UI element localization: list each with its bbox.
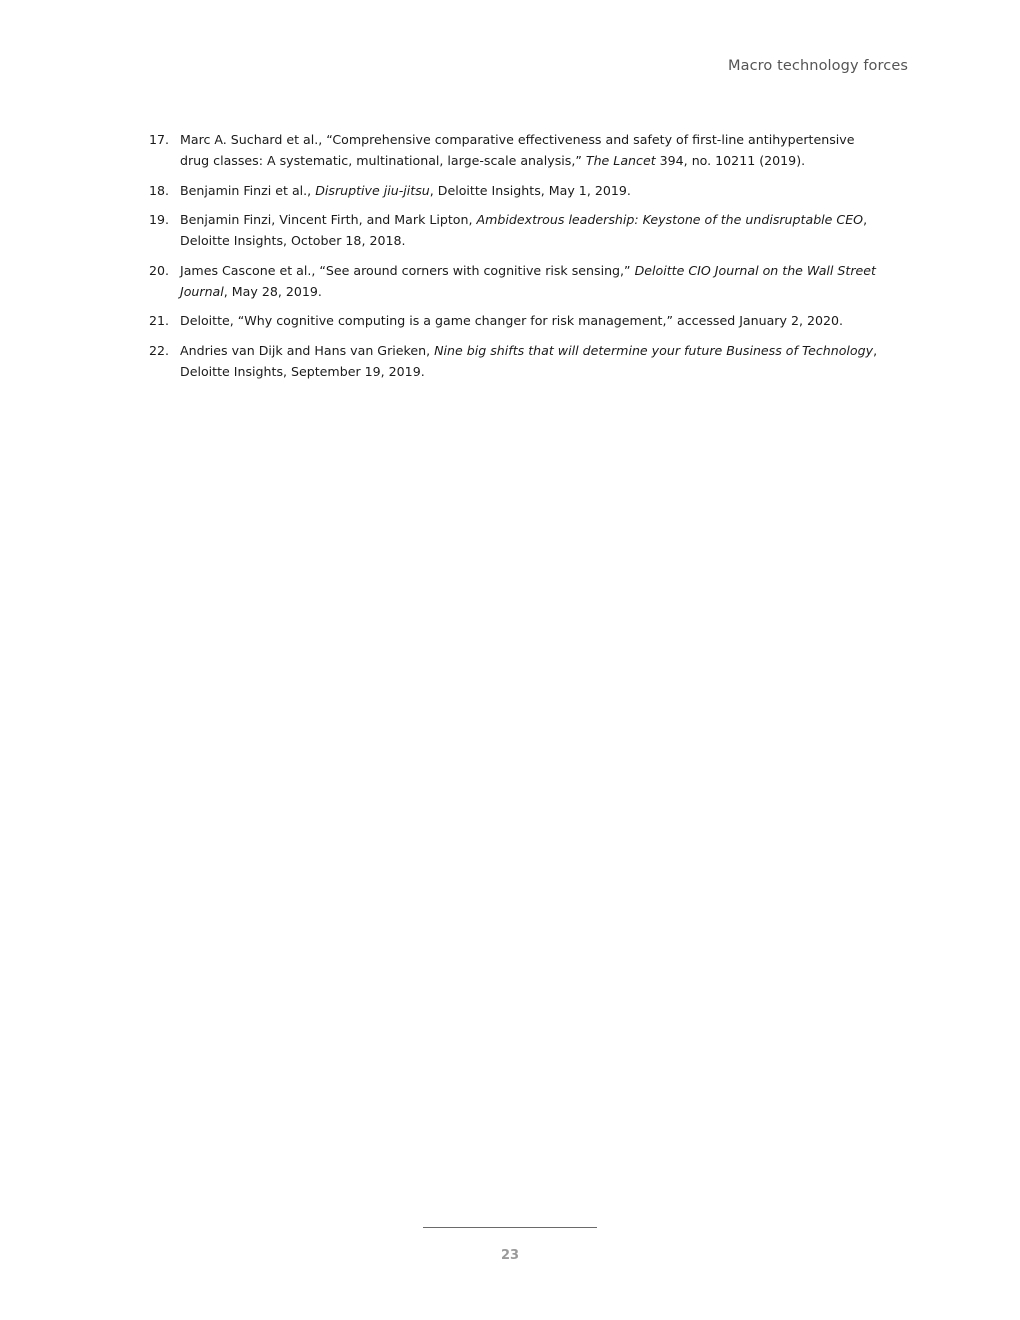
endnote-number: 22. — [149, 342, 170, 358]
endnote-number: 17. — [149, 132, 170, 147]
endnote-number: 21. — [149, 313, 170, 328]
endnote-text-pre: Deloitte, “Why cognitive computing is a game changer for risk management,” accessed January 2, 2020. — [180, 313, 844, 328]
endnote-number: 19. — [149, 212, 170, 227]
endnote-text-pre: James Cascone et al., “See around corners with cognitive risk sensing,” — [180, 262, 635, 278]
running-header: Macro technology forces — [728, 58, 908, 74]
page-number: 23 — [500, 1248, 520, 1263]
footer-divider — [423, 1227, 597, 1228]
endnote-number: 20. — [149, 262, 170, 278]
endnote-text-pre: Marc A. Suchard et al., “Comprehensive comparative effectiveness and safety of first-line antihypertensive drug classes: A systematic, multinational, large-scale analysis,” — [180, 132, 855, 168]
endnote-item — [149, 180, 879, 201]
endnote-text — [180, 340, 879, 382]
endnote-text — [180, 129, 879, 171]
endnote-publication-title: Deloitte CIO Journal on the Wall Street Journal — [180, 262, 876, 299]
endnote-publication-title: Nine big shifts that will determine your future Business of Technology — [434, 342, 874, 358]
endnote-text — [180, 209, 879, 251]
endnote-text — [180, 180, 879, 201]
endnote-text-post: , May 28, 2019. — [223, 283, 322, 299]
endnote-number: 18. — [149, 182, 170, 198]
endnote-text-post: , Deloitte Insights, September 19, 2019. — [180, 342, 878, 379]
endnote-text — [180, 310, 879, 331]
endnote-text-pre: Andries van Dijk and Hans van Grieken, — [180, 342, 435, 358]
endnote-item — [149, 260, 879, 302]
endnote-item — [149, 340, 879, 382]
endnote-publication-title: Ambidextrous leadership: Keystone of the undisruptable CEO — [476, 212, 864, 227]
endnote-text-post: , Deloitte Insights, October 18, 2018. — [180, 212, 868, 248]
endnote-text-post: , Deloitte Insights, May 1, 2019. — [429, 182, 631, 198]
endnote-publication-title: The Lancet — [585, 153, 656, 168]
endnote-text-post: 394, no. 10211 (2019). — [655, 153, 806, 168]
endnote-item — [149, 209, 879, 251]
endnote-text — [180, 260, 879, 302]
endnote-publication-title: Disruptive jiu-jitsu — [315, 182, 430, 198]
endnote-item — [149, 310, 879, 331]
endnote-text-pre: Benjamin Finzi et al., — [180, 182, 316, 198]
endnote-item — [149, 129, 879, 171]
endnotes-list — [149, 129, 879, 390]
endnote-text-pre: Benjamin Finzi, Vincent Firth, and Mark Lipton, — [180, 212, 477, 227]
